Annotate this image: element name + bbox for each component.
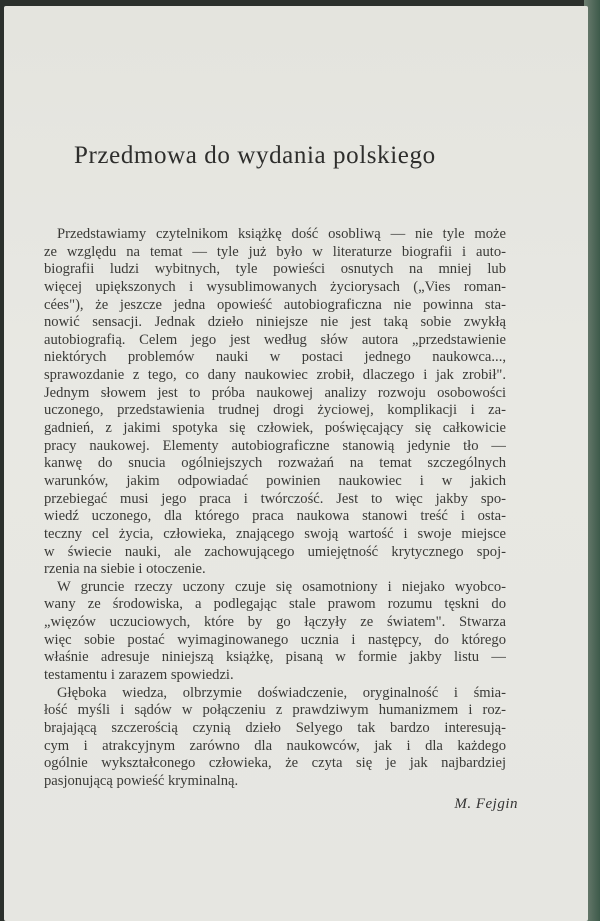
text-line: autobiografią. Celem jego jest według słów autora „przedstawienie [44, 331, 506, 348]
text-line: przebiegać musi jego praca i twórczość. Jest to więc jakby spo- [44, 490, 506, 507]
text-line: cées"), że jeszcze jedna opowieść autobiograficzna nie powinna sta- [44, 296, 506, 313]
text-line: W gruncie rzeczy uczony czuje się osamotniony i niejako wyobco- [57, 578, 506, 595]
text-line: rzenia na siebie i otoczenie. [44, 561, 206, 578]
text-line: cym i atrakcyjnym zarówno dla naukowców, jak i dla każdego [44, 737, 506, 754]
text-line: nowić sensacji. Jednak dzieło niniejsze nie jest taką sobie zwykłą [44, 314, 506, 331]
text-line: brajającą szczerością czynią dzieło Selyego tak bardzo interesują- [44, 719, 506, 736]
text-line: pasjonującą powieść kryminalną. [44, 772, 239, 789]
text-line: ze względu na temat — tyle już było w literaturze biografii i auto- [44, 243, 506, 260]
text-line: w świecie nauki, ale zachowującego umiejętność krytycznego spoj- [44, 543, 506, 560]
text-line: więc sobie postać wyimaginowanego ucznia i następcy, do którego [44, 631, 506, 648]
text-line: wany ze środowiska, a podlegając stale prawom rozumu tęskni do [44, 596, 506, 613]
text-line: więcej upiększonych i wysublimowanych życiorysach („Vies roman- [44, 278, 506, 295]
text-line: ogólnie wykształconego człowieka, że czyta się je jak najbardziej [44, 755, 506, 772]
text-line: „więzów uczuciowych, które by go łączyły ze światem". Stwarza [44, 614, 506, 631]
text-line: uczonego, przedstawienia trudnej drogi życiowej, komplikacji i za- [44, 402, 506, 419]
text-line: Głęboka wiedza, olbrzymie doświadczenie, oryginalność i śmia- [57, 684, 506, 701]
text-line: Jednym słowem jest to próba naukowej analizy rozwoju osobowości [44, 384, 506, 401]
page-title: Przedmowa do wydania polskiego [74, 142, 436, 169]
text-line: teczny cel życia, człowieka, znającego swoją wartość i swoje miejsce [44, 525, 506, 542]
text-line: Przedstawiamy czytelnikom książkę dość osobliwą — nie tyle może [57, 226, 506, 242]
text-line: gadnień, z jakimi spotyka się człowiek, poświęcający się całkowicie [44, 420, 506, 437]
preface-body [44, 226, 506, 791]
text-line: wiedź uczonego, dla którego praca naukowa stanowi treść i osta- [44, 508, 506, 525]
text-line: łość myśli i sądów w połączeniu z prawdziwym humanizmem i roz- [44, 702, 506, 719]
text-line: niektórych problemów nauki w postaci jednego naukowca..., [44, 349, 506, 366]
text-line: sprawozdanie z tego, co dany naukowiec zrobił, dlaczego i jak zrobił". [44, 367, 506, 384]
text-line: pracy naukowej. Elementy autobiograficzne stanowią jedynie tło — [44, 437, 506, 454]
text-line: biografii ludzi wybitnych, tyle powieści osnutych na mniej lub [44, 261, 506, 278]
text-line: kanwę do snucia ogólniejszych rozważań na temat szczególnych [44, 455, 506, 472]
text-line: warunków, jakim odpowiadać powinien naukowiec i w jakich [44, 472, 506, 489]
text-line: właśnie adresuje niniejszą książkę, pisaną w formie jakby listu — [44, 649, 506, 666]
author-signature: M. Fejgin [454, 796, 518, 812]
text-line: testamentu i zarazem spowiedzi. [44, 667, 234, 684]
